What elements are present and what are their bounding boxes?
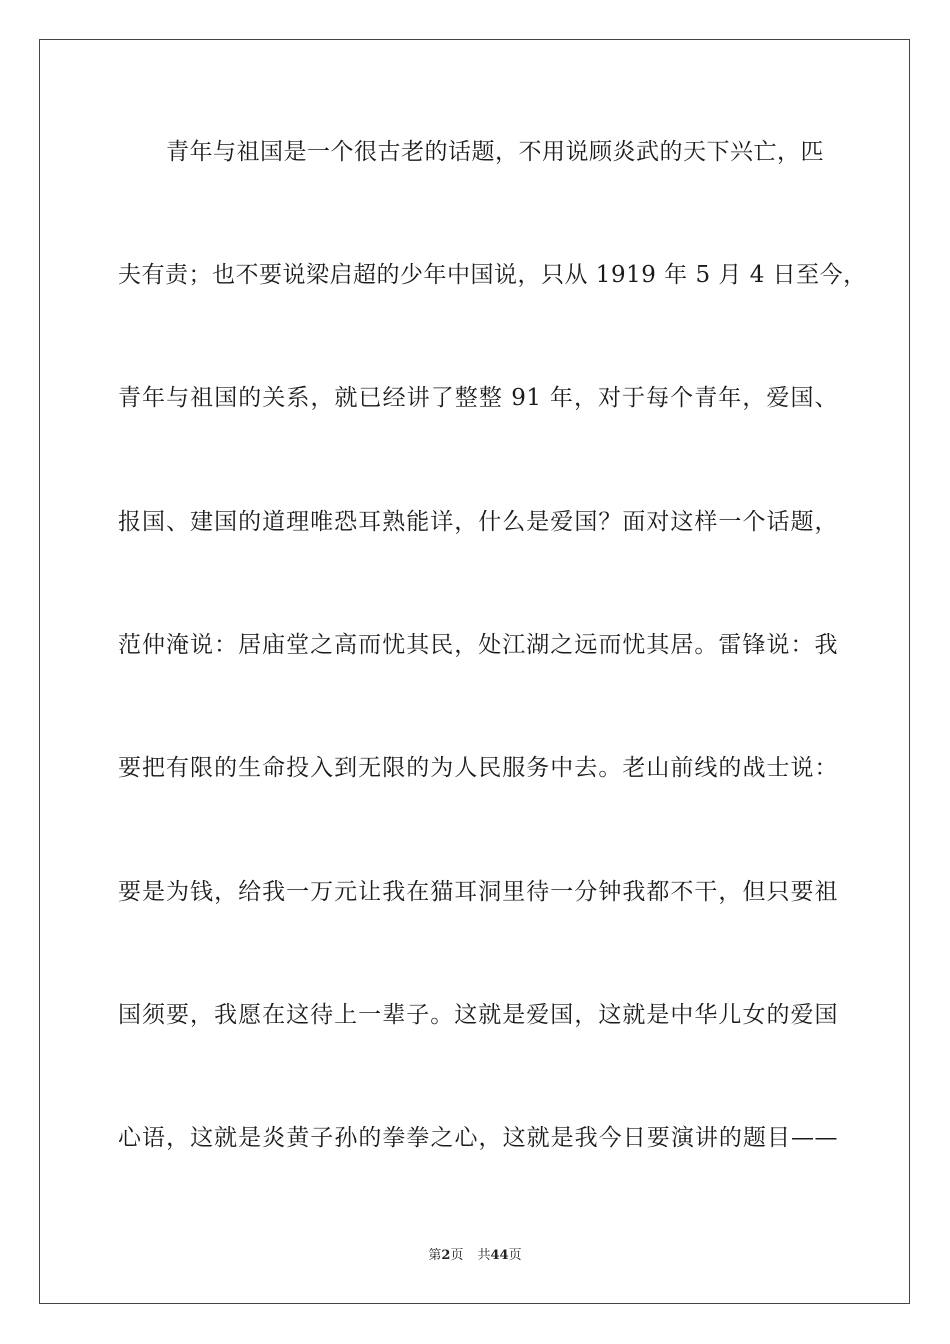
paragraph-line-6: 要把有限的生命投入到无限的为人民服务中去。老山前线的战士说： bbox=[118, 755, 838, 781]
paragraph-line-8: 国须要，我愿在这待上一辈子。这就是爱国，这就是中华儿女的爱国 bbox=[118, 1002, 838, 1028]
paragraph-line-4: 报国、建国的道理唯恐耳熟能详，什么是爱国？面对这样一个话题， bbox=[118, 509, 838, 535]
paragraph-line-9: 心语，这就是炎黄子孙的拳拳之心，这就是我今日要演讲的题目—— bbox=[118, 1125, 838, 1151]
total-suffix: 页 bbox=[508, 1248, 522, 1263]
total-pages: 44 bbox=[490, 1248, 509, 1263]
paragraph-line-3: 青年与祖国的关系，就已经讲了整整 91 年，对于每个青年，爱国、 bbox=[118, 385, 838, 411]
page-frame bbox=[39, 39, 910, 1304]
paragraph-line-7: 要是为钱，给我一万元让我在猫耳洞里待一分钟我都不干，但只要祖 bbox=[118, 879, 838, 905]
page-number: 2 bbox=[441, 1248, 451, 1263]
paragraph-line-1: 青年与祖国是一个很古老的话题，不用说顾炎武的天下兴亡，匹 bbox=[166, 139, 824, 165]
page-suffix: 页 bbox=[450, 1248, 464, 1263]
page-prefix: 第 bbox=[428, 1248, 442, 1263]
paragraph-line-5: 范仲淹说：居庙堂之高而忧其民，处江湖之远而忧其居。雷锋说：我 bbox=[118, 632, 838, 658]
page-footer bbox=[0, 1247, 950, 1265]
paragraph-line-2: 夫有责；也不要说梁启超的少年中国说，只从 1919 年 5 月 4 日至今， bbox=[118, 262, 867, 288]
total-prefix: 共 bbox=[477, 1248, 491, 1263]
